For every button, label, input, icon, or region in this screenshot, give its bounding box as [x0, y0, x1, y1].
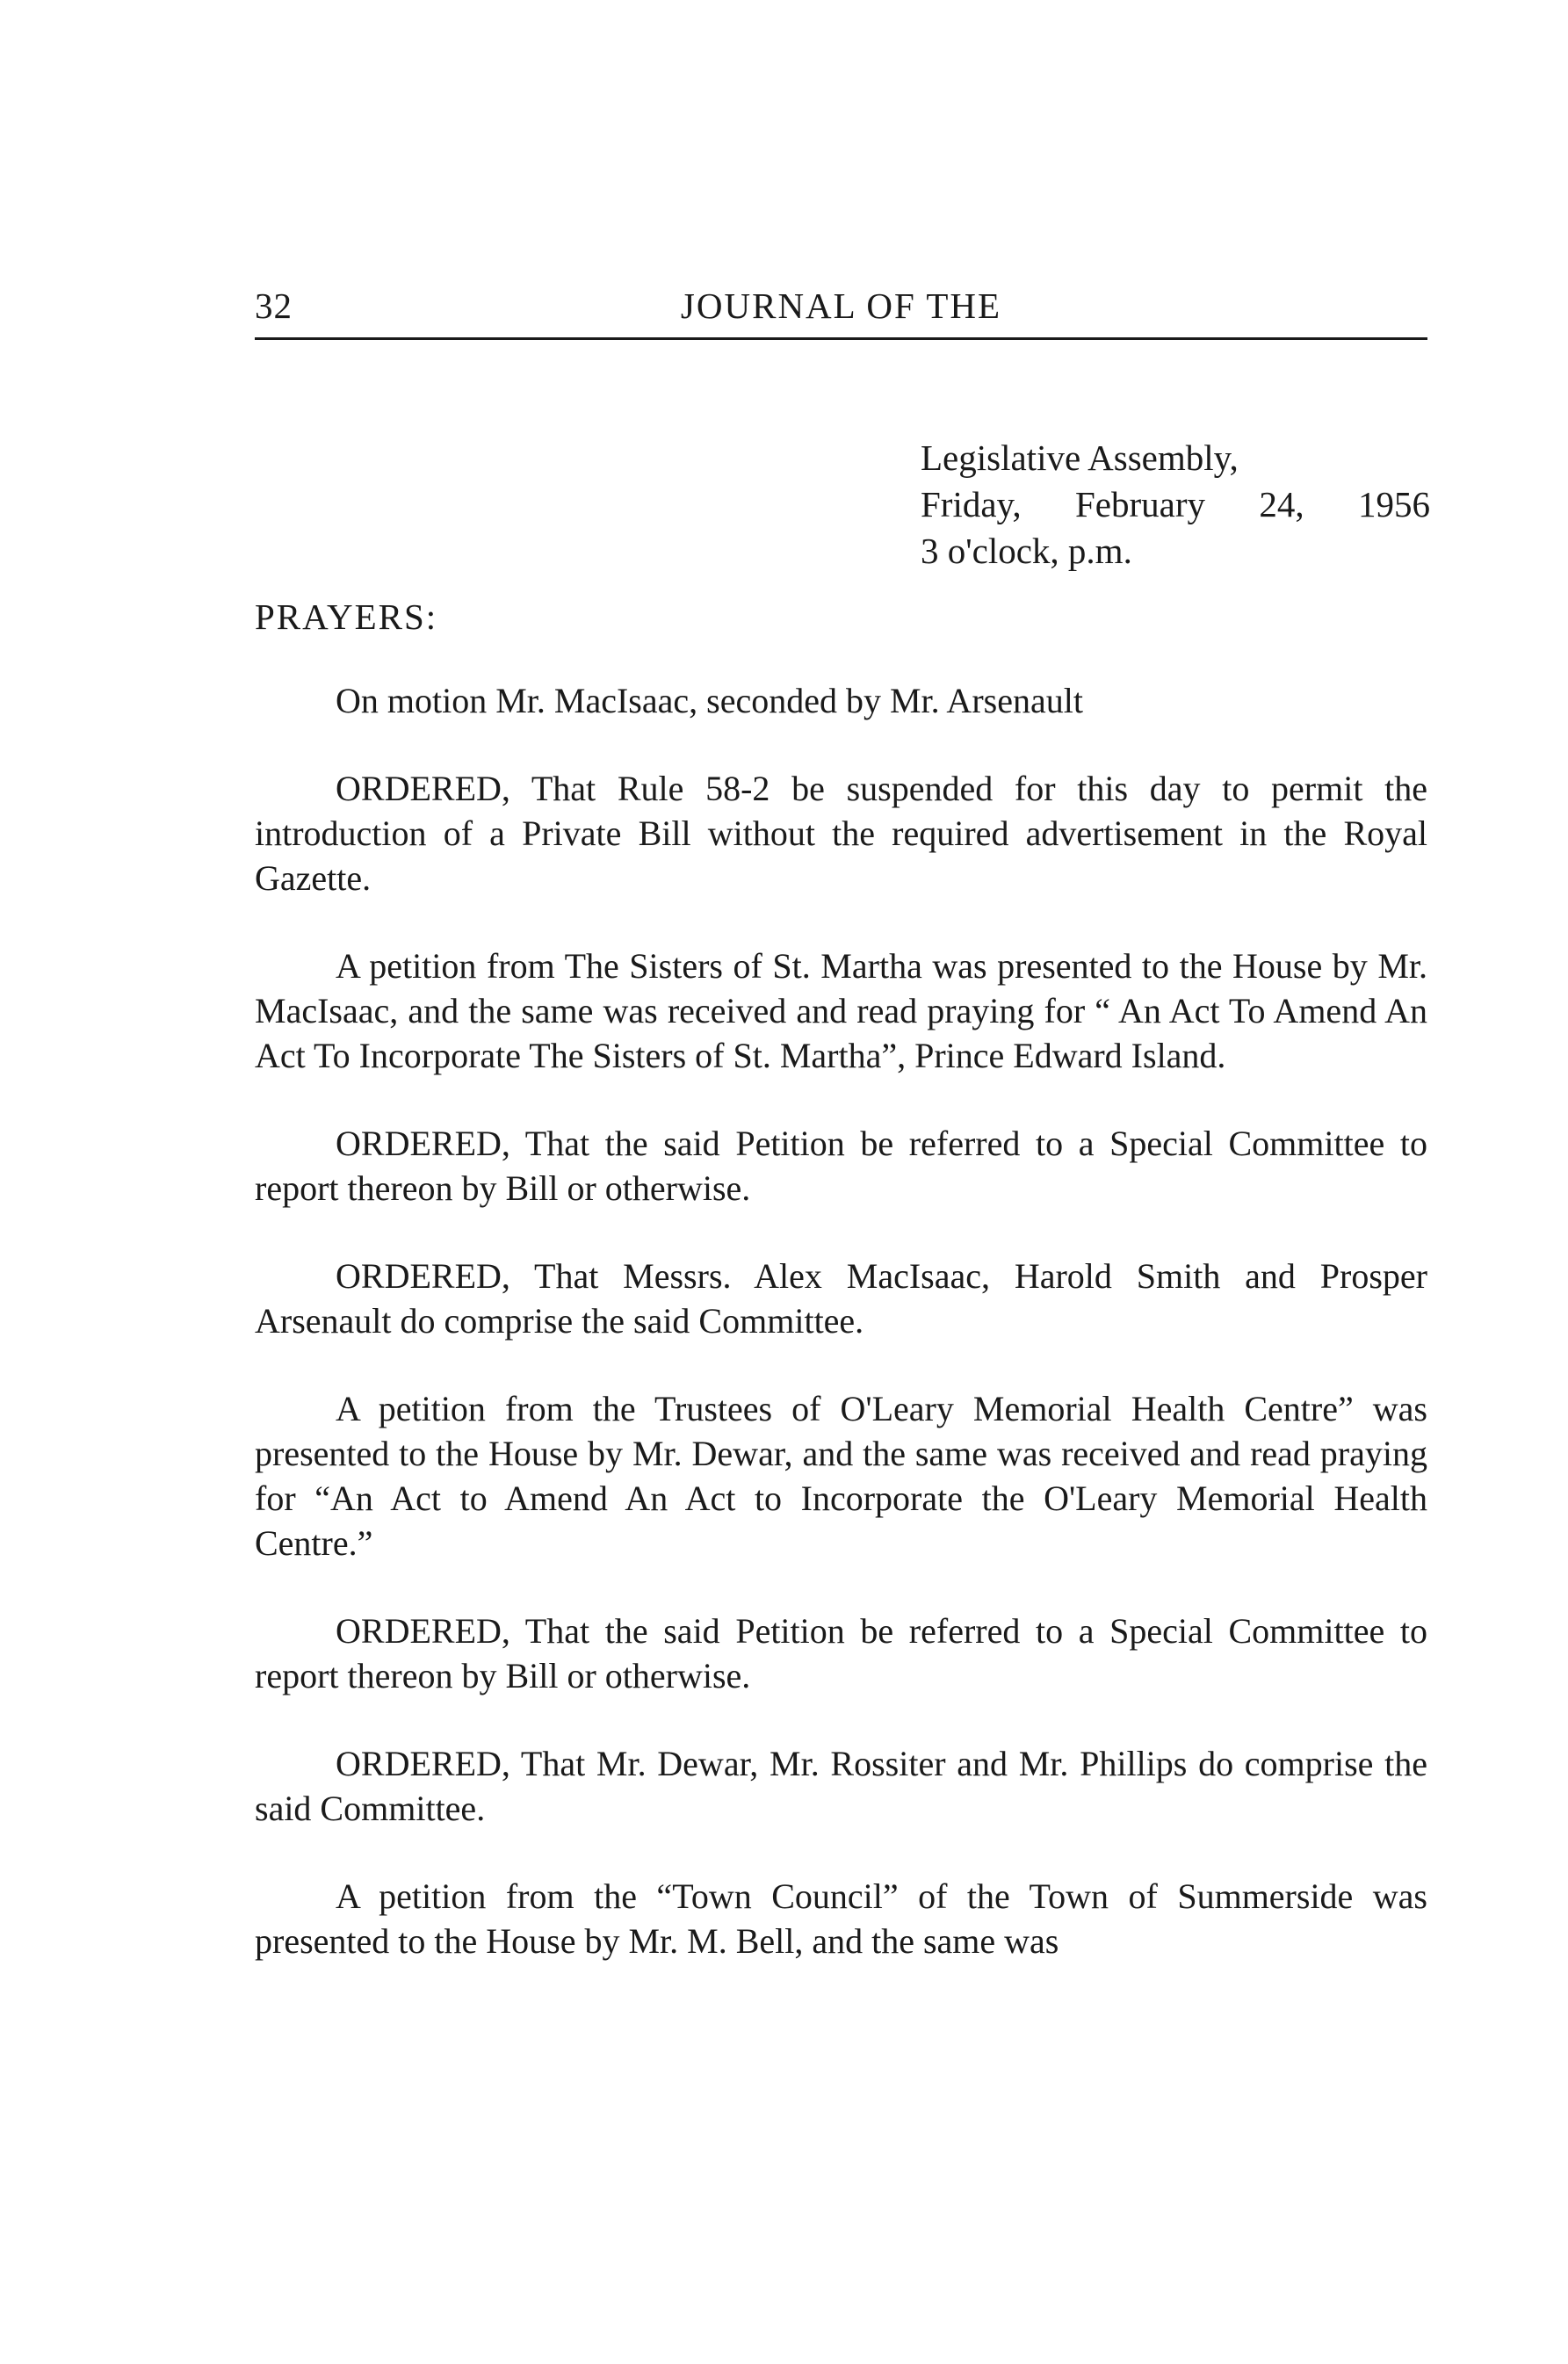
page-number: 32 [255, 286, 293, 326]
paragraph-order-committee-2: ORDERED, That Mr. Dewar, Mr. Rossiter and Mr. Phillips do comprise the said Committee. [255, 1744, 1427, 1828]
prayers-heading: PRAYERS: [255, 596, 438, 637]
paragraph-order-refer-2: ORDERED, That the said Petition be referred to a Special Committee to report thereon by Bill or otherwise. [255, 1611, 1427, 1695]
paragraph-order-committee: ORDERED, That Messrs. Alex MacIsaac, Harold Smith and Prosper Arsenault do comprise the said Committee. [255, 1256, 1427, 1341]
journal-body [255, 678, 1427, 2006]
paragraph-petition-sisters: A petition from The Sisters of St. Martha was presented to the House by Mr. MacIsaac, and the same was received and read praying for “ An Act To Amend An Act To Incorporate The Sisters of St. Martha”, Prince Edward Island. [255, 946, 1427, 1075]
dateline-assembly: Legislative Assembly, [921, 437, 1239, 478]
paragraph-petition-trustees: A petition from the Trustees of O'Leary Memorial Health Centre” was presented to the House by Mr. Dewar, and the same was received and read praying for “An Act to Amend An Act to Incorporate the O'Leary Memorial Health Centre.” [255, 1389, 1427, 1563]
dateline [921, 435, 1430, 575]
paragraph-petition-town-council: A petition from the “Town Council” of the Town of Summerside was presented to the House by Mr. M. Bell, and the same was [255, 1876, 1427, 1961]
page-header [255, 279, 1427, 332]
paragraph-motion: On motion Mr. MacIsaac, seconded by Mr. Arsenault [336, 681, 1083, 720]
dateline-time: 3 o'clock, p.m. [921, 531, 1132, 571]
paragraph-order-rule: ORDERED, That Rule 58-2 be suspended for this day to permit the introduction of a Private Bill without the required advertisement in the Royal Gazette. [255, 769, 1427, 898]
paragraph-order-refer: ORDERED, That the said Petition be referred to a Special Committee to report thereon by Bill or otherwise. [255, 1124, 1427, 1208]
dateline-date: Friday, February 24, 1956 [921, 484, 1430, 524]
header-rule [255, 337, 1427, 340]
running-head: JOURNAL OF THE [680, 286, 1002, 326]
